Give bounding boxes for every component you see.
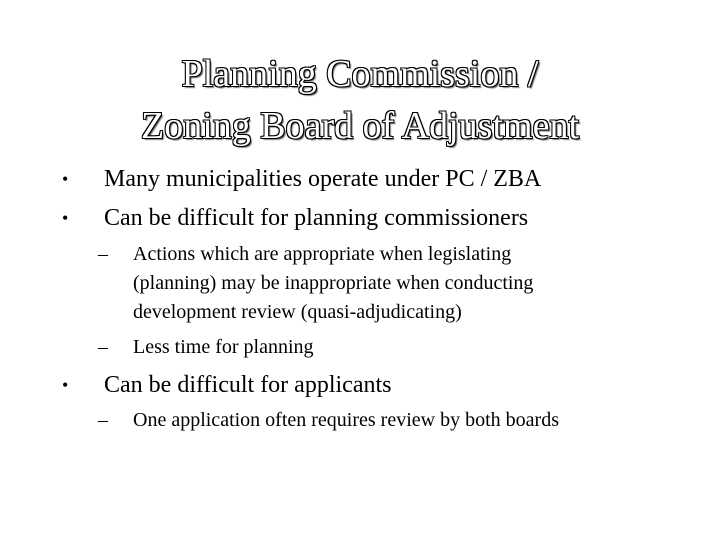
sub-bullet-text bbox=[133, 240, 673, 327]
dash-marker: – bbox=[98, 336, 108, 358]
slide-title bbox=[0, 48, 720, 152]
sub-bullet-line: development review (quasi-adjudicating) bbox=[133, 301, 462, 323]
bullet-marker: • bbox=[62, 169, 69, 189]
bullet-text: Can be difficult for applicants bbox=[104, 372, 392, 398]
sub-bullet-text bbox=[133, 333, 673, 362]
dash-marker: – bbox=[98, 409, 108, 431]
bullet-text: Many municipalities operate under PC / ZBA bbox=[104, 166, 542, 192]
dash-marker: – bbox=[98, 243, 108, 265]
sub-bullet-line: One application often requires review by both boards bbox=[133, 409, 559, 431]
sub-bullet-line: Actions which are appropriate when legislating bbox=[133, 243, 512, 265]
bullet-marker: • bbox=[62, 375, 69, 395]
title-line-2: Zoning Board of Adjustment bbox=[140, 105, 580, 147]
sub-bullet-line: (planning) may be inappropriate when conducting bbox=[133, 272, 534, 294]
bullet-marker: • bbox=[62, 208, 69, 228]
sub-bullet-text bbox=[133, 406, 673, 435]
bullet-text: Can be difficult for planning commissioners bbox=[104, 205, 529, 231]
title-line-1: Planning Commission / bbox=[181, 53, 539, 95]
sub-bullet-line: Less time for planning bbox=[133, 336, 314, 358]
